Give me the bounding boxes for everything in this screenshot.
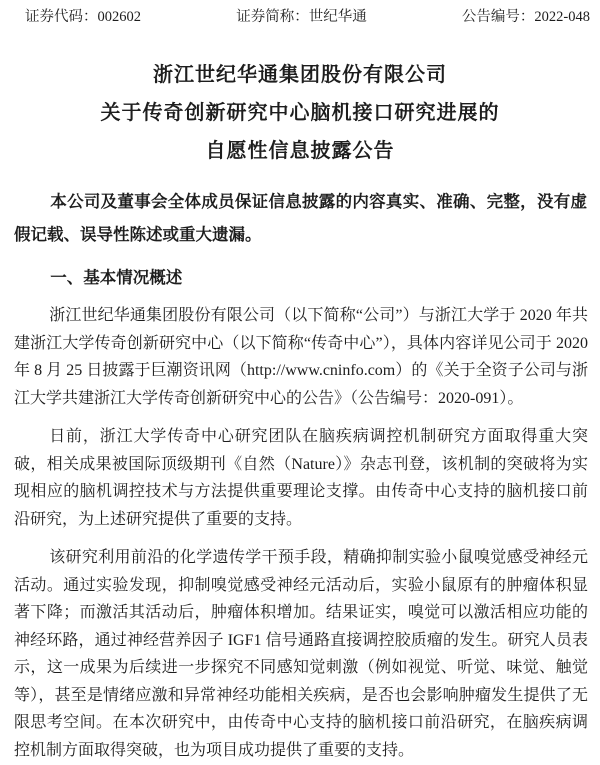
stock-code-label: 证券代码：: [25, 9, 98, 25]
section-heading-overview: 一、基本情况概述: [50, 268, 183, 287]
stock-abbr-label: 证券简称：: [236, 9, 309, 25]
paragraph-breakthrough: 日前，浙江大学传奇中心研究团队在脑疾病调控机制研究方面取得重大突破，相关成果被国际顶级期刊《自然（Nature）》杂志刊登，该机制的突破将为实现相应的脑机调控技术与方法提供重要理论支撑。由传奇中心支持的脑机接口前沿研究，为上述研究提供了重要的支持。: [14, 428, 588, 528]
stock-code: [25, 9, 141, 26]
title-line-company: 浙江世纪华通集团股份有限公司: [153, 64, 447, 86]
announcement-number-label: 公告编号：: [461, 9, 535, 25]
title-line-subject: 关于传奇创新研究中心脑机接口研究进展的: [100, 102, 500, 124]
board-disclaimer: 本公司及董事会全体成员保证信息披露的内容真实、准确、完整，没有虚假记载、误导性陈述或重大遗漏。: [14, 192, 587, 244]
stock-abbr: [236, 9, 367, 26]
paragraph-background: 浙江世纪华通集团股份有限公司（以下简称“公司”）与浙江大学于 2020 年共建浙江大学传奇创新研究中心（以下简称“传奇中心”），具体内容详见公司于 2020 年 8 月 25 日披露于巨潮资讯网（http://www.cninfo.com）的《关于全资子公司与浙江大学共建浙江大学传奇创新研究中心的公告》（公告编号：2020-091）。: [14, 307, 588, 407]
document-body: [0, 302, 600, 764]
announcement-number-value: 2022-048: [534, 9, 590, 25]
document-header: [0, 0, 600, 26]
announcement-number: [462, 9, 590, 26]
paragraph-research-detail: 该研究利用前沿的化学遗传学干预手段，精确抑制实验小鼠嗅觉感受神经元活动。通过实验发现，抑制嗅觉感受神经元活动后，实验小鼠原有的肿瘤体积显著下降；而激活其活动后，肿瘤体积增加。结果证实，嗅觉可以激活相应功能的神经环路，通过神经营养因子 IGF1 信号通路直接调控胶质瘤的发生。研究人员表示，这一成果为后续进一步探究不同感知觉刺激（例如视觉、听觉、味觉、触觉等），甚至是情绪应激和异常神经功能相关疾病，是否也会影响肿瘤发生提供了无限思考空间。在本次研究中，由传奇中心支持的脑机接口前沿研究，在脑疾病调控机制方面取得突破，也为项目成功提供了重要的支持。: [14, 549, 588, 759]
title-line-type: 自愿性信息披露公告: [205, 140, 395, 162]
stock-abbr-value: 世纪华通: [308, 9, 367, 25]
stock-code-value: 002602: [97, 9, 141, 25]
document-title: [0, 56, 600, 170]
